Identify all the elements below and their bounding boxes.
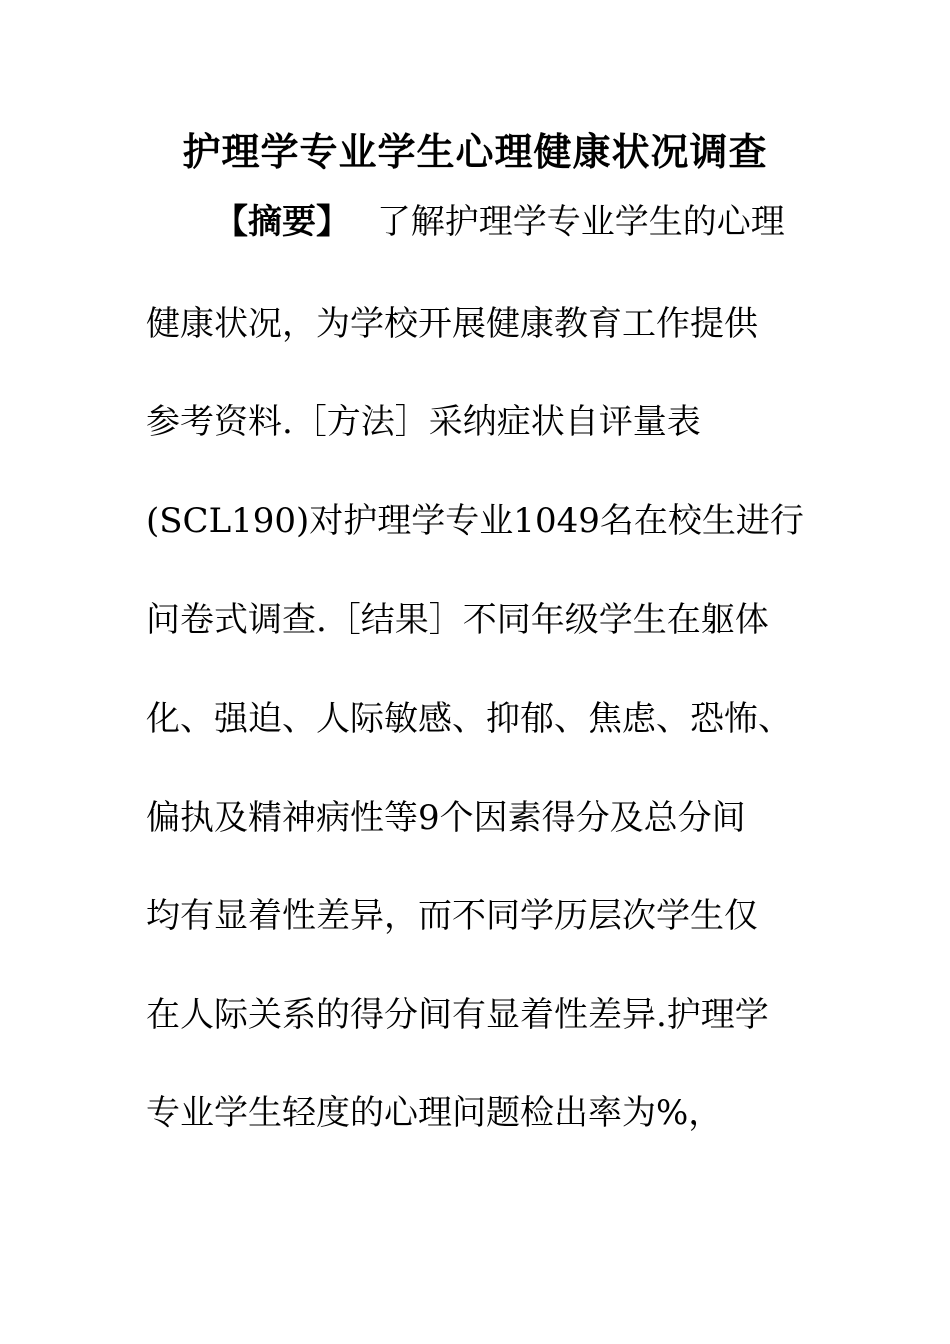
text-line: 了解护理学专业学生的心理 — [376, 202, 785, 242]
text-line: 均有显着性差异，而不同学历层次学生仅 — [146, 896, 758, 936]
text-line: 专业学生轻度的心理问题检出率为%， — [146, 1093, 723, 1133]
text-line: (SCL190)对护理学专业1049名在校生进行 — [146, 501, 804, 541]
text-line: 问卷式调查.［结果］不同年级学生在躯体 — [146, 600, 769, 640]
abstract-first-line — [214, 200, 894, 244]
text-line: 偏执及精神病性等9个因素得分及总分间 — [146, 798, 746, 838]
abstract-label: 【摘要】 — [214, 202, 350, 242]
text-line: 化、强迫、人际敏感、抑郁、焦虑、恐怖、 — [146, 699, 792, 739]
text-line: 参考资料.［方法］采纳症状自评量表 — [146, 402, 701, 442]
text-line: 在人际关系的得分间有显着性差异.护理学 — [146, 995, 769, 1035]
text-line: 健康状况，为学校开展健康教育工作提供 — [146, 304, 758, 344]
document-title: 护理学专业学生心理健康状况调查 — [182, 129, 768, 174]
